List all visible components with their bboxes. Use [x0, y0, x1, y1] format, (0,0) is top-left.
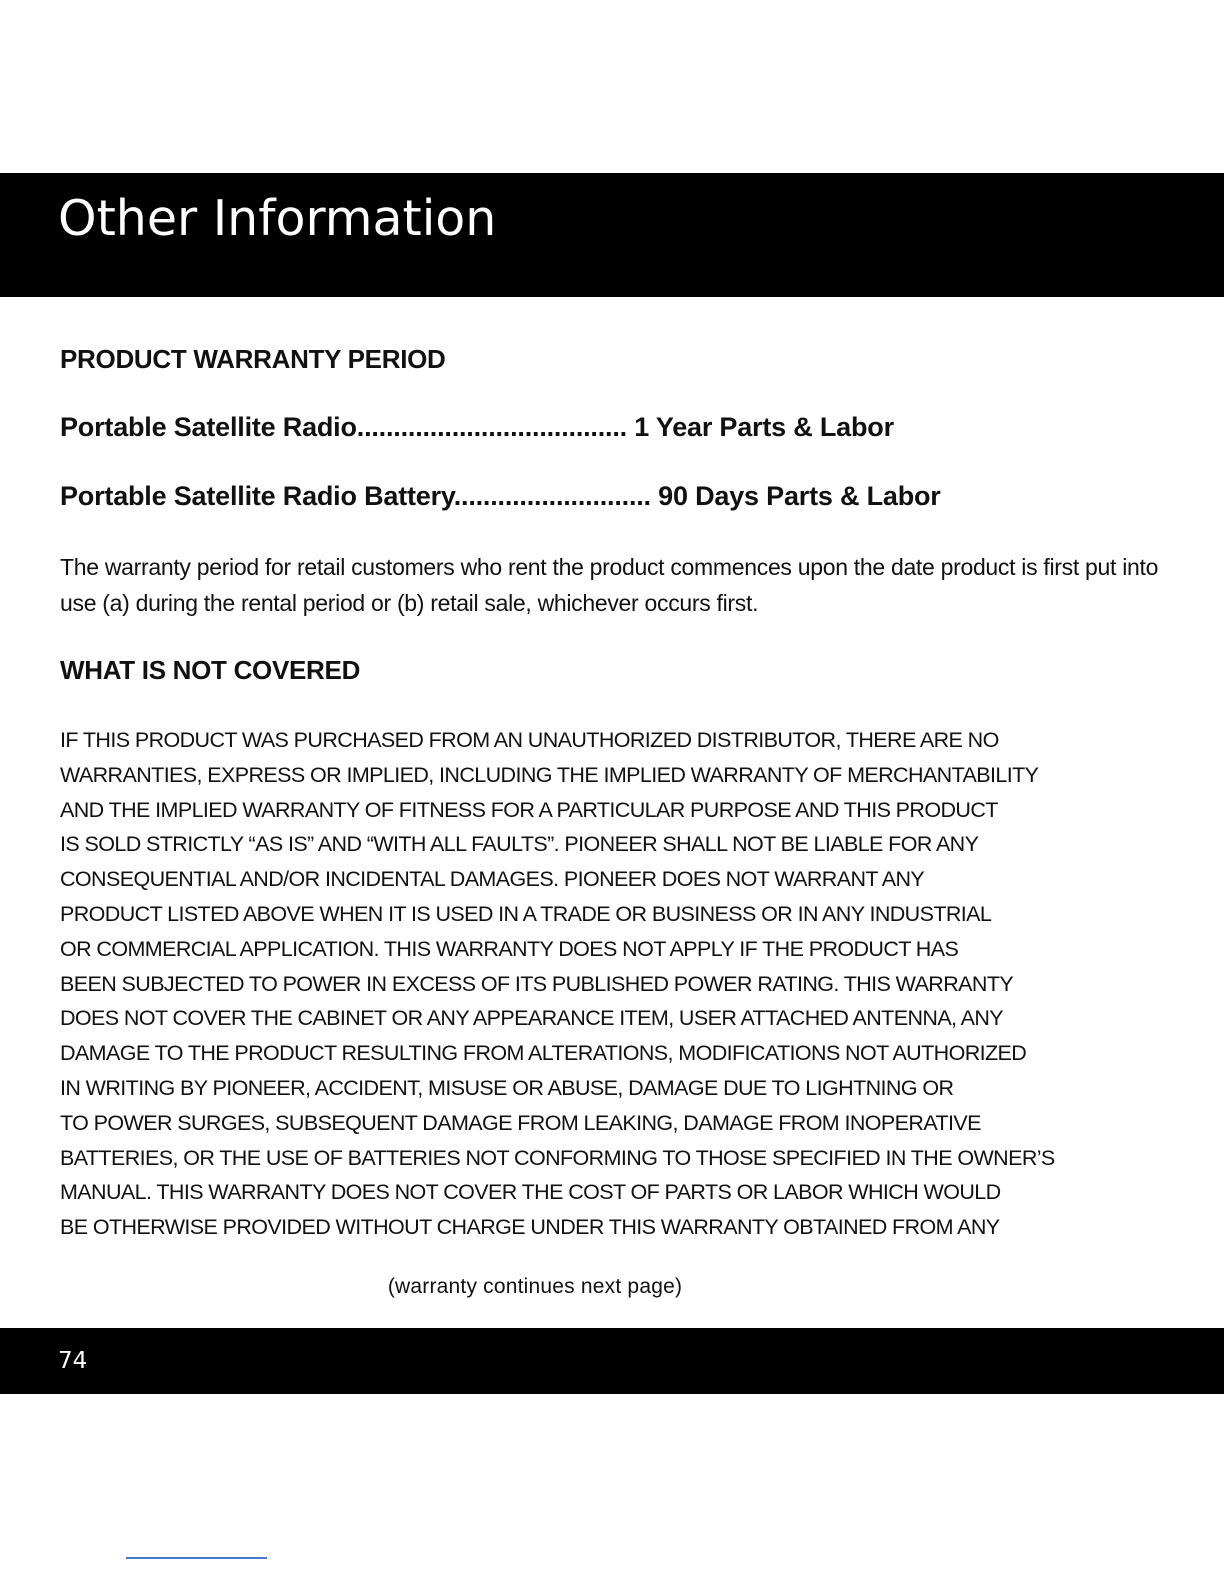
text-line: IF THIS PRODUCT WAS PURCHASED FROM AN UNAUTHORIZED DISTRIBUTOR, THERE ARE NO — [60, 728, 999, 752]
text-line: WARRANTIES, EXPRESS OR IMPLIED, INCLUDING THE IMPLIED WARRANTY OF MERCHANTABILITY — [60, 762, 1039, 787]
page-number: 74 — [58, 1348, 88, 1374]
warranty-item-label: Portable Satellite Radio Battery — [60, 481, 454, 511]
text-line: AND THE IMPLIED WARRANTY OF FITNESS FOR A PARTICULAR PURPOSE AND THIS PRODUCT — [60, 797, 998, 822]
warranty-term: 1 Year Parts & Labor — [626, 412, 894, 442]
text-line: BE OTHERWISE PROVIDED WITHOUT CHARGE UNDER THIS WARRANTY OBTAINED FROM ANY — [60, 1215, 1000, 1240]
text-line: DOES NOT COVER THE CABINET OR ANY APPEARANCE ITEM, USER ATTACHED ANTENNA, ANY — [60, 1006, 1004, 1031]
warranty-period-heading: PRODUCT WARRANTY PERIOD — [60, 344, 446, 374]
warranty-term: 90 Days Parts & Labor — [650, 481, 941, 511]
text-line: OR COMMERCIAL APPLICATION. THIS WARRANTY DOES NOT APPLY IF THE PRODUCT HAS — [60, 936, 959, 961]
warranty-row-radio — [60, 412, 1080, 443]
text-line: DAMAGE TO THE PRODUCT RESULTING FROM ALTERATIONS, MODIFICATIONS NOT AUTHORIZED — [60, 1041, 1027, 1066]
text-line: BATTERIES, OR THE USE OF BATTERIES NOT CONFORMING TO THOSE SPECIFIED IN THE OWNER’S — [60, 1145, 1055, 1170]
text-line: IS SOLD STRICTLY “AS IS” AND “WITH ALL FAULTS”. PIONEER SHALL NOT BE LIABLE FOR ANY — [60, 832, 979, 857]
continues-note: (warranty continues next page) — [387, 1275, 683, 1298]
text-line: IN WRITING BY PIONEER, ACCIDENT, MISUSE OR ABUSE, DAMAGE DUE TO LIGHTNING OR — [60, 1075, 954, 1100]
text-line: BEEN SUBJECTED TO POWER IN EXCESS OF ITS PUBLISHED POWER RATING. THIS WARRANTY — [60, 971, 1014, 996]
warranty-period-note: The warranty period for retail customers who rent the product commences upon the date product is first put into use (a) during the rental period or (b) retail sale, whichever occurs first. — [60, 554, 1159, 616]
text-line: PRODUCT LISTED ABOVE WHEN IT IS USED IN A TRADE OR BUSINESS OR IN ANY INDUSTRIAL — [60, 901, 992, 926]
footer-bar — [0, 1328, 1224, 1394]
not-covered-heading: WHAT IS NOT COVERED — [60, 655, 361, 685]
not-covered-text — [60, 723, 1170, 1245]
scan-mark-line — [126, 1557, 267, 1559]
text-line: TO POWER SURGES, SUBSEQUENT DAMAGE FROM LEAKING, DAMAGE FROM INOPERATIVE — [60, 1110, 981, 1135]
dot-leader: ..................................... — [356, 412, 627, 442]
warranty-row-battery — [60, 481, 1080, 512]
warranty-item-label: Portable Satellite Radio — [60, 412, 357, 442]
text-line: MANUAL. THIS WARRANTY DOES NOT COVER THE COST OF PARTS OR LABOR WHICH WOULD — [60, 1180, 1001, 1205]
text-line: CONSEQUENTIAL AND/OR INCIDENTAL DAMAGES. PIONEER DOES NOT WARRANT ANY — [60, 867, 925, 892]
dot-leader: ........................... — [453, 481, 651, 511]
page-title: Other Information — [58, 190, 497, 247]
